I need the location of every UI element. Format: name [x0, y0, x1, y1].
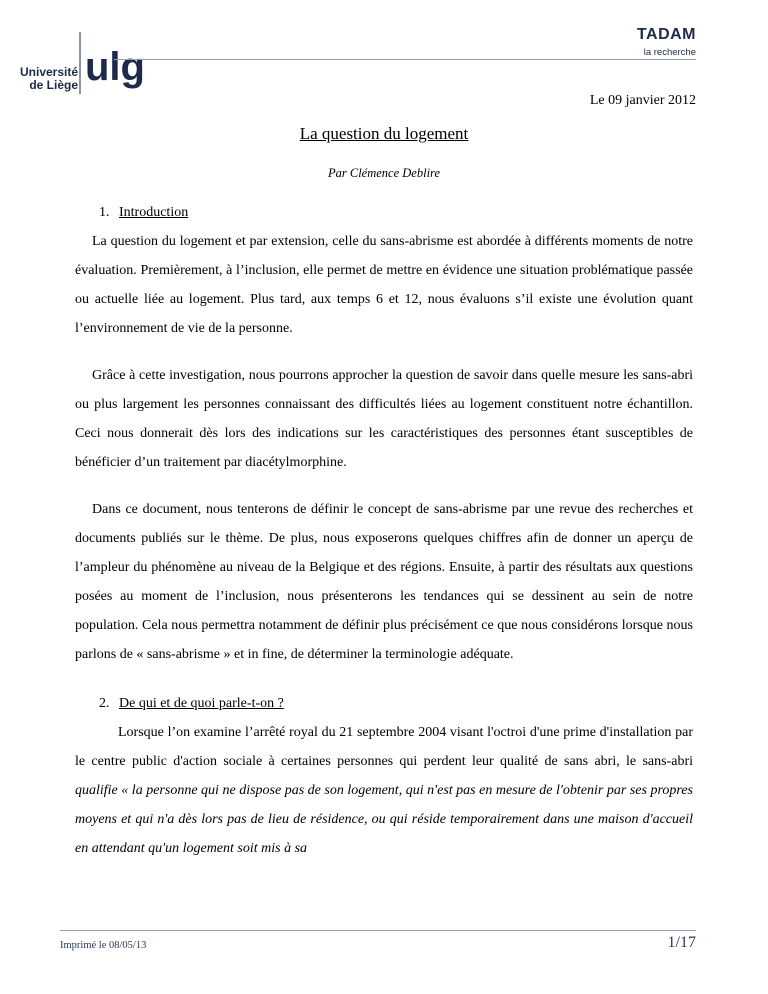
print-date: Imprimé le 08/05/13 [60, 940, 147, 951]
section-title: Introduction [119, 205, 189, 220]
paragraph-4-text: Lorsque l’on examine l’arrêté royal du 21 septembre 2004 visant l'octroi d'une prime d'installation par le centre public d'action sociale à certaines personnes qui perdent leur qualité de sans abri, le sans-abri [75, 725, 693, 769]
university-name [20, 66, 78, 92]
section-number: 2. [99, 696, 110, 711]
paragraph-3: Dans ce document, nous tenterons de définir le concept de sans-abrisme par une revue des recherches et documents publiés sur le thème. De plus, nous exposerons quelques chiffres afin de donner un aperçu de l’ampleur du phénomène au niveau de la Belgique et des régions. Ensuite, à partir des résultats aux questions posées au moment de l’inclusion, nous présenterons les tendances qui se dessinent au sein de notre population. Cela nous permettra notamment de définir plus précisément ce que nous considérons lorsque nous parlons de « sans-abrisme » et in fine, de déterminer la terminologie adéquate. [75, 502, 693, 662]
university-logo [20, 32, 145, 92]
section-heading-introduction [99, 198, 693, 227]
brand-name: TADAM [636, 26, 696, 43]
paragraph-1: La question du logement et par extension, celle du sans-abrisme est abordée à différents moments de notre évaluation. Premièrement, à l’inclusion, elle permet de mettre en évidence une situation problématique passée ou actuelle liée au logement. Plus tard, aux temps 6 et 12, nous évaluons s’il existe une évolution quant l’environnement de vie de la personne. [75, 234, 693, 336]
document-title: La question du logement [299, 124, 469, 143]
document-author: Par Clémence Deblire [328, 166, 440, 180]
section-heading-definition [99, 689, 693, 718]
footer-divider [60, 930, 696, 931]
ulg-logo-mark [80, 32, 145, 99]
university-line2: de Liège [29, 78, 78, 92]
paragraph-2: Grâce à cette investigation, nous pourrons approcher la question de savoir dans quelle mesure les sans-abri ou plus largement les personnes connaissant des difficultés liées au logement constituent notre échantillon. Ceci nous donnerait dès lors des indications sur les caractéristiques des personnes étant susceptibles de bénéficier d’un traitement par diacétylmorphine. [75, 368, 693, 470]
paragraph-4-quote: qualifie « la personne qui ne dispose pas de son logement, qui n'est pas en mesure de l'obtenir par ses propres moyens et qui n'a dès lors pas de lieu de résidence, ou qui réside temporairement dans une maison d'accueil en attendant qu'un logement soit mis à sa [75, 783, 693, 856]
document-date: Le 09 janvier 2012 [589, 93, 696, 108]
section-number: 1. [99, 205, 110, 220]
university-line1: Université [20, 65, 79, 79]
paragraph-4 [75, 718, 693, 863]
page-number: 1/17 [667, 934, 696, 951]
ulg-logo-letters: ulg [85, 45, 145, 89]
section-title: De qui et de quoi parle-t-on ? [119, 696, 284, 711]
document-body [75, 198, 693, 863]
header-divider [114, 59, 696, 60]
brand-subtitle: la recherche [643, 47, 696, 58]
